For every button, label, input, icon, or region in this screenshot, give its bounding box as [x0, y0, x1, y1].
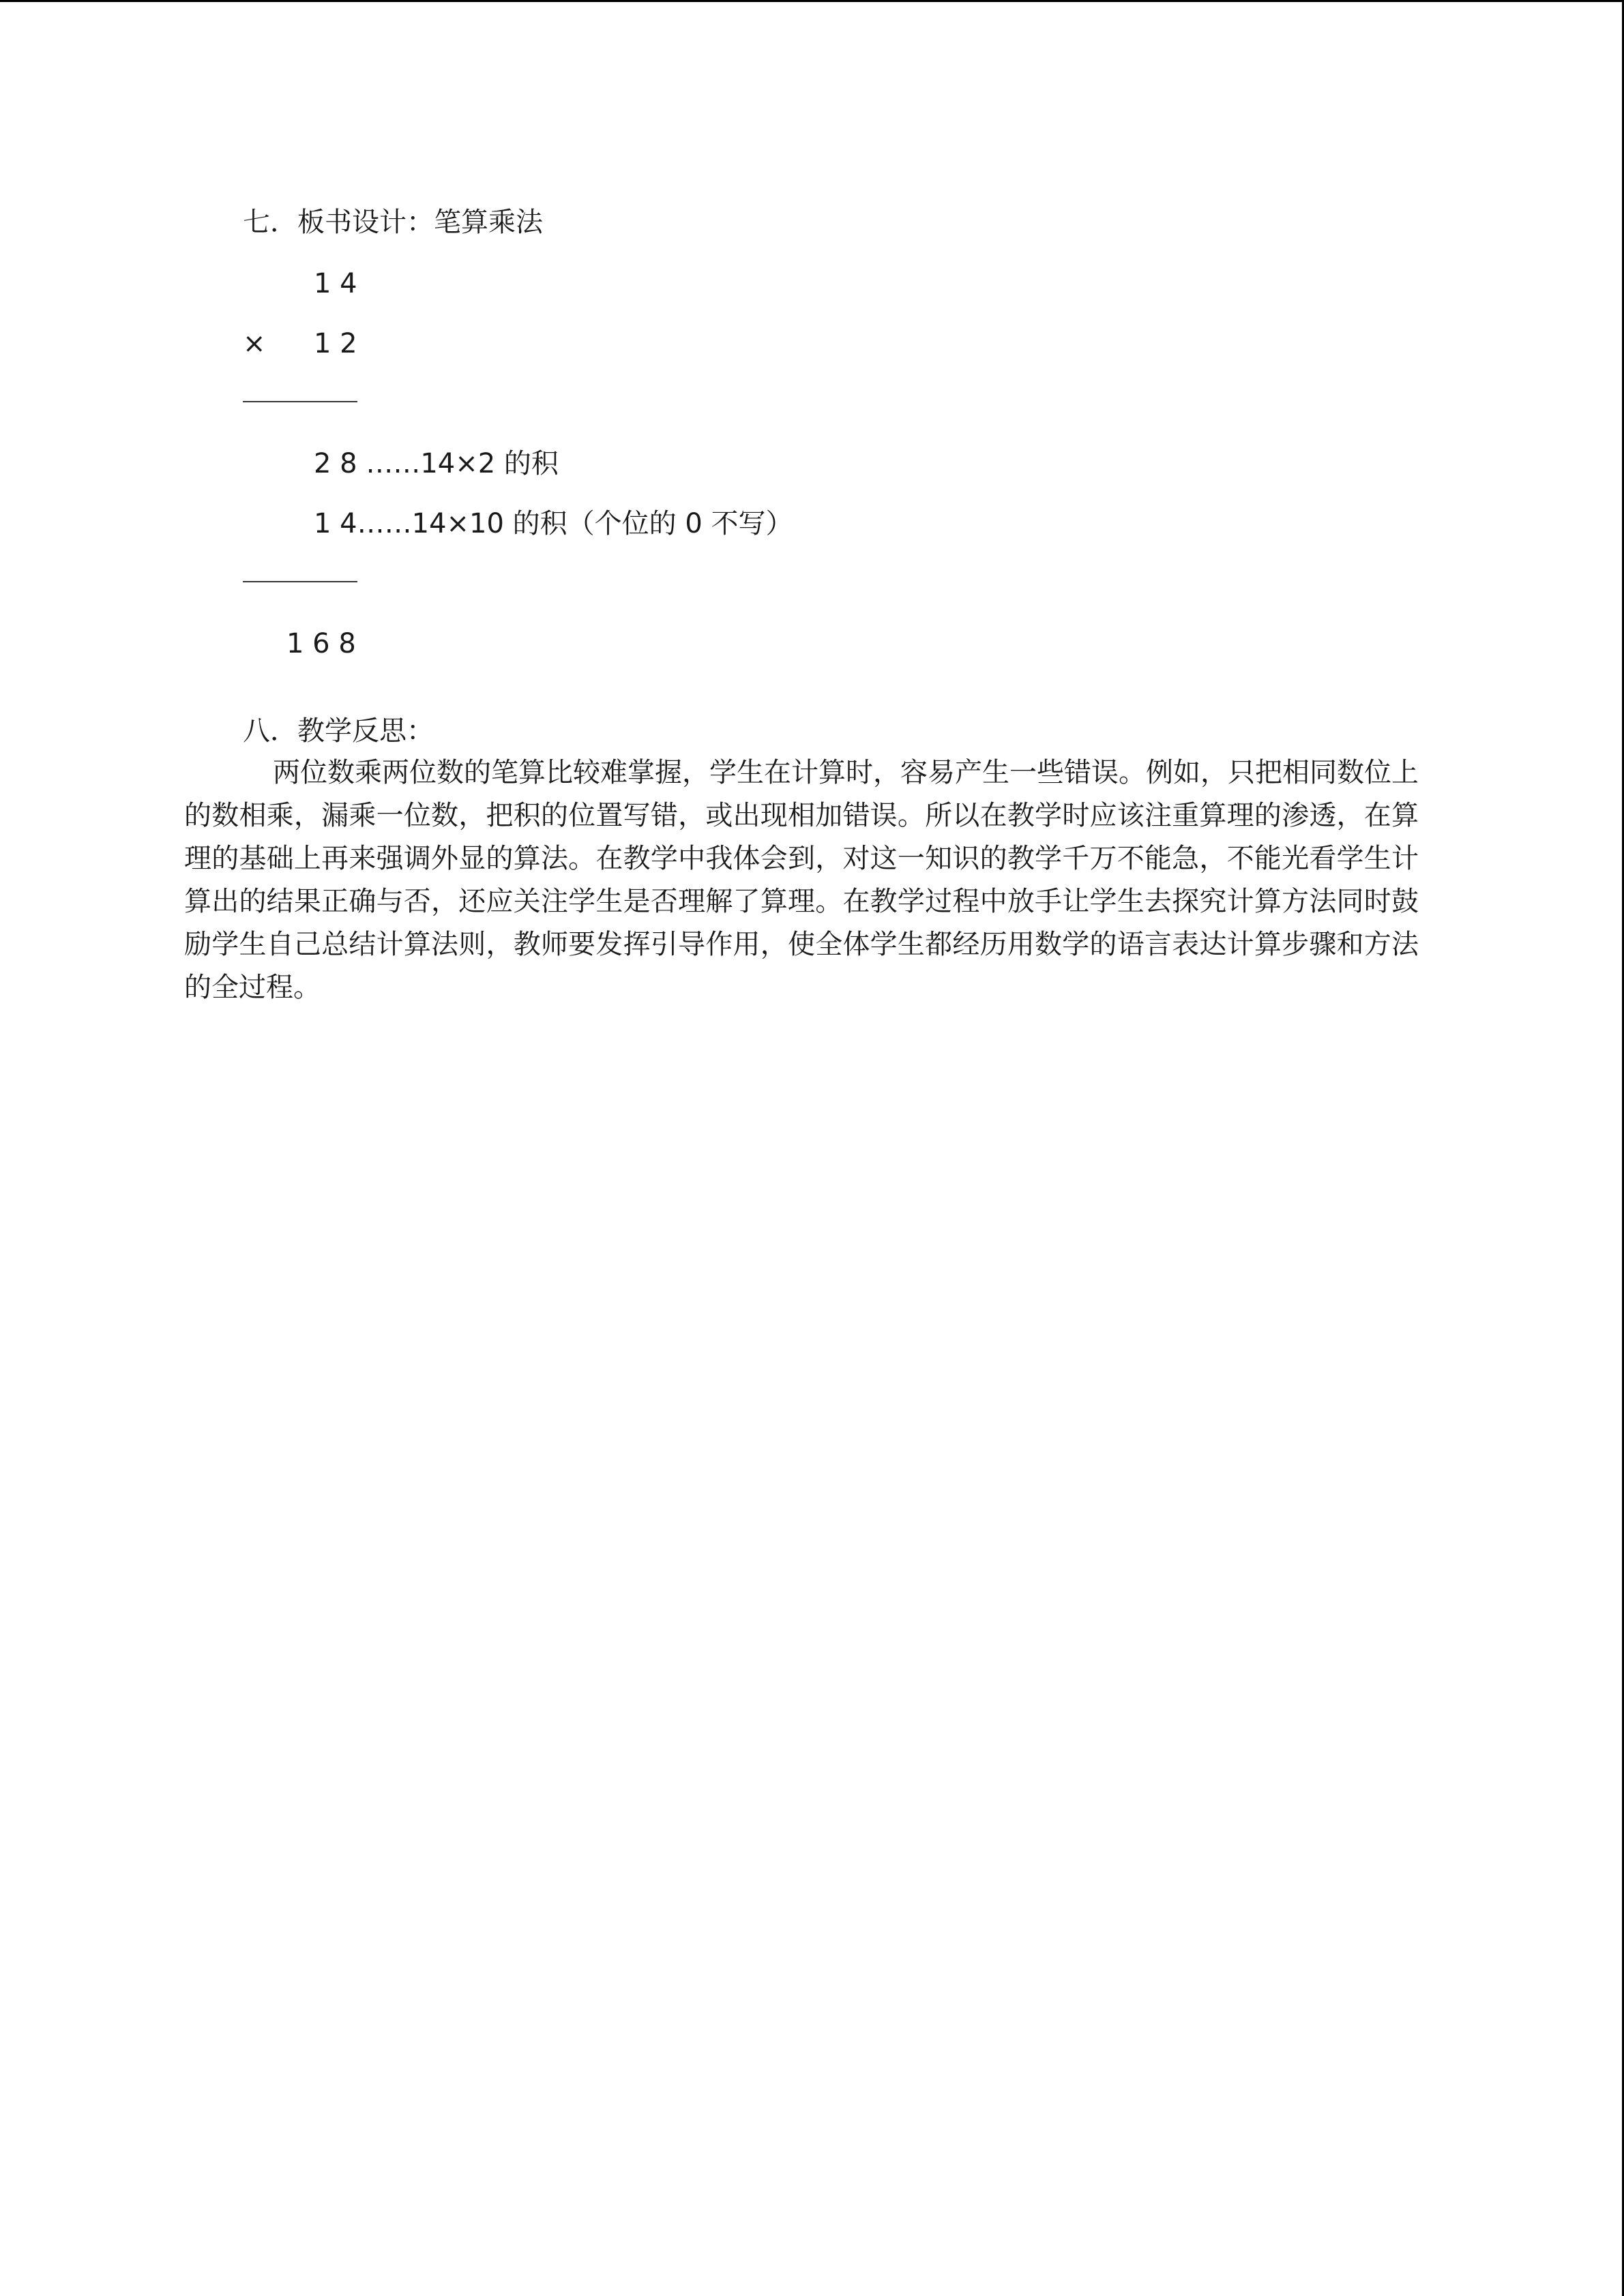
reflection-paragraph	[184, 751, 1419, 1009]
section8-heading: 八．教学反思：	[243, 715, 434, 747]
multiplier: 1 2	[314, 328, 357, 359]
section7-heading: 七．板书设计：笔算乘法	[243, 207, 543, 238]
final-product: 1 6 8	[286, 628, 356, 659]
times-sign: ×	[243, 328, 266, 359]
page-border-top	[0, 0, 1624, 2]
partial-product-1: 2 8 ……14×2 的积	[314, 448, 559, 479]
multiplicand: 1 4	[314, 268, 357, 299]
rule-line-1	[243, 401, 357, 402]
rule-line-2	[243, 581, 357, 582]
reflection-body: 两位数乘两位数的笔算比较难掌握，学生在计算时，容易产生一些错误。例如，只把相同数位上的数相乘，漏乘一位数，把积的位置写错，或出现相加错误。所以在教学时应该注重算理的渗透，在算理的基础上再来强调外显的算法。在教学中我体会到，对这一知识的教学千万不能急，不能光看学生计算出的结果正确与否，还应关注学生是否理解了算理。在教学过程中放手让学生去探究计算方法同时鼓励学生自己总结计算法则，教师要发挥引导作用，使全体学生都经历用数学的语言表达计算步骤和方法的全过程。	[184, 757, 1419, 1003]
partial-product-2: 1 4……14×10 的积（个位的 0 不写）	[314, 508, 793, 539]
